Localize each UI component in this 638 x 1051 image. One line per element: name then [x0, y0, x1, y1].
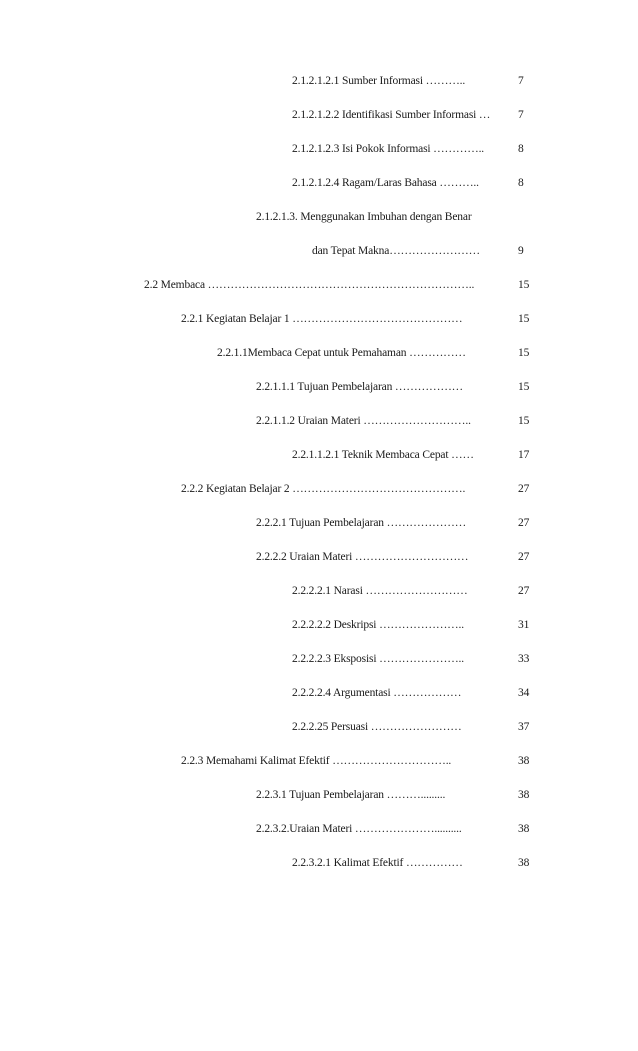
toc-entry-page: 38 — [518, 823, 530, 835]
toc-entry-page: 15 — [518, 313, 530, 325]
toc-entry-title: 2.1.2.1.2.2 Identifikasi Sumber Informasi … — [292, 109, 491, 121]
toc-entry-title: 2.2.2.25 Persuasi …………………… — [292, 721, 462, 733]
toc-entry — [256, 822, 628, 840]
toc-entry — [181, 312, 628, 330]
toc-entry-title: 2.2.2.2.4 Argumentasi ……………… — [292, 687, 462, 699]
toc-entry-title: 2.2.2.2.1 Narasi ……………………… — [292, 585, 468, 597]
toc-entry-title: 2.2.2 Kegiatan Belajar 2 ………………………………………. — [181, 483, 466, 495]
toc-entry — [292, 448, 628, 466]
toc-entry — [256, 380, 628, 398]
toc-entry-page: 34 — [518, 687, 530, 699]
toc-entry-page: 27 — [518, 585, 530, 597]
toc-entry-page: 15 — [518, 415, 530, 427]
toc-entry — [181, 754, 628, 772]
toc-entry — [292, 856, 628, 874]
toc-entry-title: dan Tepat Makna…………………… — [312, 245, 481, 257]
toc-entry — [256, 414, 628, 432]
toc-entry-title: 2.2.2.2.3 Eksposisi ………………….. — [292, 653, 464, 665]
toc-entry-title: 2.1.2.1.3. Menggunakan Imbuhan dengan Benar — [256, 211, 472, 223]
toc-entry — [256, 210, 628, 228]
toc-entry — [292, 618, 628, 636]
toc-entry — [292, 720, 628, 738]
toc-entry-page: 8 — [518, 143, 524, 155]
toc-entry — [292, 176, 628, 194]
toc-entry-title: 2.1.2.1.2.3 Isi Pokok Informasi ………….. — [292, 143, 485, 155]
toc-entry-page: 38 — [518, 789, 530, 801]
toc-entry-title: 2.2.1.1.1 Tujuan Pembelajaran ……………… — [256, 381, 464, 393]
toc-entry — [292, 74, 628, 92]
toc-entry-page: 7 — [518, 75, 524, 87]
toc-entry-page: 17 — [518, 449, 530, 461]
toc-entry — [256, 516, 628, 534]
toc-entry-title: 2.2.1.1.2 Uraian Materi ……………………….. — [256, 415, 471, 427]
toc-entry-page: 31 — [518, 619, 530, 631]
toc-entry — [217, 346, 628, 364]
toc-entry-title: 2.2.1 Kegiatan Belajar 1 ……………………………………… — [181, 313, 463, 325]
toc-entry-page: 38 — [518, 857, 530, 869]
toc-entry-title: 2.2.1.1.2.1 Teknik Membaca Cepat …… — [292, 449, 474, 461]
toc-entry — [292, 108, 628, 126]
toc-entry-page: 37 — [518, 721, 530, 733]
toc-entry — [181, 482, 628, 500]
toc-entry — [292, 584, 628, 602]
toc-entry-page: 15 — [518, 347, 530, 359]
toc-entry-title: 2.2.2.1 Tujuan Pembelajaran ………………… — [256, 517, 467, 529]
toc-entry-title: 2.2.1.1Membaca Cepat untuk Pemahaman …………… — [217, 347, 466, 359]
toc-entry-title: 2.2.3.2.Uraian Materi ………………….......... — [256, 823, 462, 835]
toc-entry-title: 2.2.2.2 Uraian Materi ………………………… — [256, 551, 469, 563]
toc-entry-page: 15 — [518, 381, 530, 393]
toc-entry — [292, 652, 628, 670]
toc-entry-title: 2.2.2.2.2 Deskripsi ………………….. — [292, 619, 464, 631]
toc-entry — [144, 278, 628, 296]
toc-entry-page: 33 — [518, 653, 530, 665]
toc-entry — [292, 686, 628, 704]
toc-entry-title: 2.2.3 Memahami Kalimat Efektif ………………………….. — [181, 755, 452, 767]
toc-entry-title: 2.1.2.1.2.1 Sumber Informasi ……….. — [292, 75, 466, 87]
toc-entry-title: 2.2.3.1 Tujuan Pembelajaran ………......... — [256, 789, 446, 801]
toc-entry-page: 27 — [518, 551, 530, 563]
toc-entry-page: 8 — [518, 177, 524, 189]
toc-entry-page: 27 — [518, 517, 530, 529]
toc-entry — [292, 142, 628, 160]
toc-entry-page: 7 — [518, 109, 524, 121]
toc-entry-title: 2.2.3.2.1 Kalimat Efektif …………… — [292, 857, 463, 869]
toc-entry-page: 9 — [518, 245, 524, 257]
toc-entry-title: 2.2 Membaca …………………………………………………………….. — [144, 279, 475, 291]
toc-entry-page: 27 — [518, 483, 530, 495]
toc-entry — [256, 550, 628, 568]
toc-entry — [256, 788, 628, 806]
toc-entry-page: 38 — [518, 755, 530, 767]
toc-entry-page: 15 — [518, 279, 530, 291]
toc-entry-title: 2.1.2.1.2.4 Ragam/Laras Bahasa ……….. — [292, 177, 479, 189]
toc-entry — [312, 244, 628, 262]
